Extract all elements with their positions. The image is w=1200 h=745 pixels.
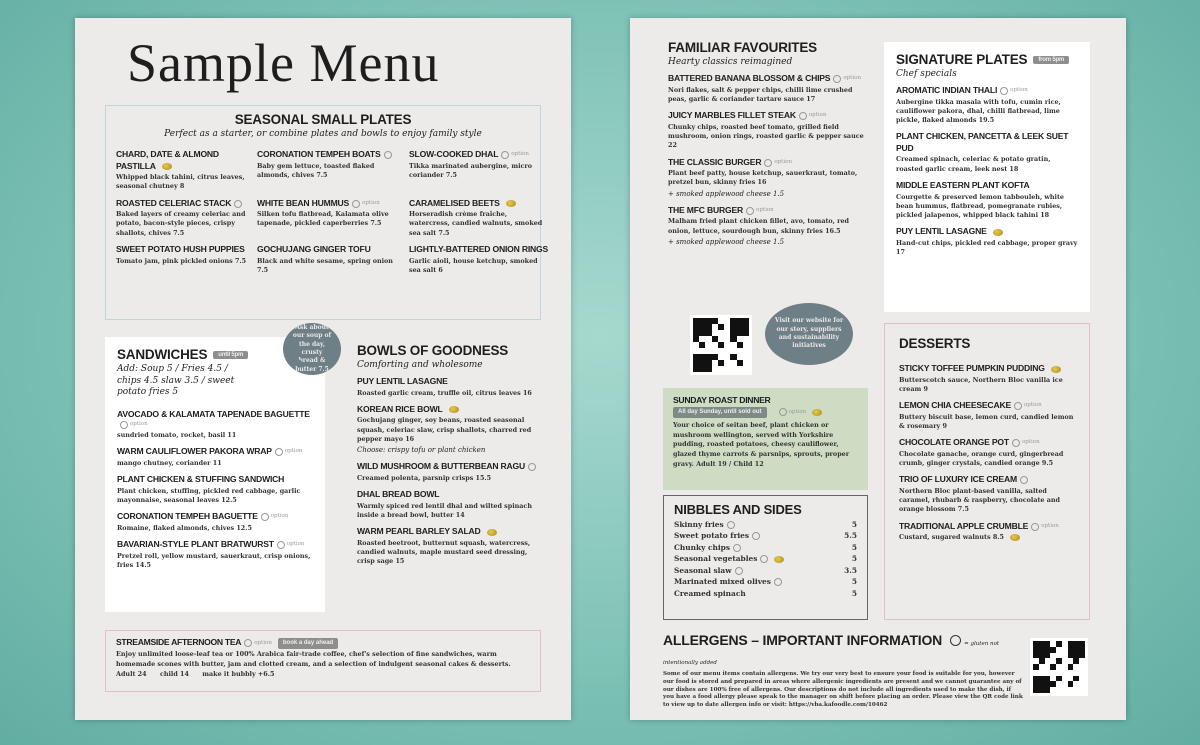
gluten-free-icon	[501, 151, 509, 159]
side-name-wrap	[674, 565, 844, 576]
item-header	[257, 198, 405, 210]
dessert-items	[899, 363, 1075, 543]
gf-option-label: option	[284, 448, 303, 455]
gluten-free-icon	[779, 408, 787, 416]
item-header	[409, 149, 549, 161]
item-header	[668, 73, 873, 85]
menu-item	[896, 85, 1078, 125]
gluten-free-icon	[950, 635, 961, 646]
item-header	[357, 376, 547, 388]
side-item	[674, 588, 857, 599]
section-subtitle: Hearty classics reimagined	[668, 57, 793, 67]
item-name: PLANT CHICKEN, PANCETTA & LEEK SUET PUD	[896, 131, 1069, 153]
item-header	[257, 244, 405, 256]
soup-speech-bubble: Ask about our soup of the day, crusty bread & butter 7.5	[283, 323, 341, 375]
gluten-free-icon	[120, 421, 128, 429]
gluten-free-icon	[1020, 476, 1028, 484]
sunday-roast-section	[663, 388, 868, 490]
item-name: CHOCOLATE ORANGE POT	[899, 437, 1009, 448]
menu-item	[116, 244, 253, 275]
gluten-free-icon	[727, 521, 735, 529]
section-subtitle: Comforting and wholesome	[357, 360, 483, 370]
gf-option-label: option	[511, 151, 529, 158]
menu-item	[409, 149, 549, 192]
menu-item	[357, 526, 547, 566]
section-title: FAMILIAR FAVOURITES	[668, 40, 817, 55]
item-description: Romaine, flaked almonds, chives 12.5	[117, 523, 252, 532]
side-price: 5	[851, 554, 857, 564]
allergens-section	[663, 630, 1023, 710]
item-description: Creamed spinach, celeriac & potato gratin, roasted garlic cream, leek nest 18	[896, 155, 1051, 173]
page-title: Sample Menu	[127, 33, 440, 93]
item-name: THE CLASSIC BURGER	[668, 156, 762, 167]
gf-legend: = gluten not intentionally added	[663, 641, 1000, 666]
side-price: 3.5	[844, 565, 857, 575]
menu-item	[117, 539, 313, 570]
side-name: Sweet potato fries	[674, 531, 750, 541]
side-name-wrap	[674, 553, 852, 564]
item-header	[899, 437, 1075, 449]
item-description: Tomato jam, pink pickled onions 7.5	[116, 256, 247, 265]
menu-item	[899, 400, 1075, 431]
favourite-icon	[774, 556, 784, 563]
menu-item	[896, 131, 1078, 174]
item-description: Baby gem lettuce, toasted flaked almonds, chives 7.5	[257, 161, 375, 179]
gluten-free-icon	[1031, 523, 1039, 531]
tea-title: STREAMSIDE AFTERNOON TEA	[116, 637, 242, 647]
side-name-wrap	[674, 576, 852, 587]
item-header	[357, 461, 547, 473]
gf-option-label: option	[843, 75, 861, 82]
item-header	[668, 157, 873, 169]
section-title: DESSERTS	[899, 336, 971, 351]
menu-item	[409, 244, 549, 275]
item-header	[668, 205, 873, 217]
item-header	[896, 85, 1078, 97]
item-description: Warmly spiced red lentil dhal and wilted spinach inside a bread bowl, butter 14	[357, 501, 532, 520]
item-name: BAVARIAN-STYLE PLANT BRATWURST	[117, 539, 274, 550]
item-header	[896, 180, 1078, 192]
item-header	[899, 521, 1075, 533]
item-description: Hand-cut chips, pickled red cabbage, proper gravy 17	[896, 238, 1078, 257]
favourite-icon	[487, 529, 497, 536]
seasonal-small-plates-section	[105, 105, 549, 320]
item-description: Black and white sesame, spring onion 7.5	[257, 256, 393, 274]
menu-item	[409, 198, 549, 238]
gf-option-label: option	[1021, 439, 1040, 446]
seasonal-items	[116, 149, 549, 281]
menu-item	[899, 474, 1075, 514]
item-header	[117, 409, 313, 430]
section-title-text: SANDWICHES	[117, 347, 208, 362]
allergens-title: ALLERGENS – IMPORTANT INFORMATION	[663, 632, 943, 648]
website-speech-bubble: Visit our website for our story, suppliers and sustainability initiatives	[765, 303, 853, 365]
gluten-free-icon	[275, 448, 283, 456]
menu-item	[899, 363, 1075, 394]
tea-description: Enjoy unlimited loose-leaf tea or 100% Arabica fair-trade coffee, chef's selection of fine sandwiches, warm homemade scones with butter, jam and clotted cream, and a selection of indulgent seasonal cakes & desserts.	[116, 649, 511, 668]
gluten-free-icon	[799, 112, 807, 120]
item-description: Buttery biscuit base, lemon curd, candied lemon & rosemary 9	[899, 412, 1074, 430]
gluten-free-icon	[234, 200, 242, 208]
item-description: Butterscotch sauce, Northern Bloc vanilla ice cream 9	[899, 375, 1063, 393]
item-name: PUY LENTIL LASAGNE	[357, 376, 448, 386]
menu-item	[899, 521, 1075, 543]
menu-item	[357, 461, 547, 483]
section-title: BOWLS OF GOODNESS	[357, 343, 509, 358]
allergen-qr-code[interactable]	[1030, 638, 1088, 696]
menu-item	[899, 437, 1075, 468]
side-name-wrap	[674, 519, 852, 530]
item-header	[117, 539, 313, 551]
item-description: Nori flakes, salt & pepper chips, chilli lime crushed peas, garlic & coriander tartare sauce 17	[668, 85, 853, 103]
gf-option-label: option	[286, 541, 305, 548]
side-item	[674, 553, 857, 564]
menu-item	[117, 409, 313, 440]
item-header	[116, 149, 253, 172]
menu-item	[117, 474, 313, 505]
item-extra: + smoked applewood cheese 1.5	[668, 189, 785, 198]
item-name: AROMATIC INDIAN THALI	[896, 85, 998, 95]
gluten-free-icon	[277, 541, 285, 549]
side-name: Chunky chips	[674, 542, 730, 552]
item-extra: Choose: crispy tofu or plant chicken	[357, 446, 486, 455]
gf-option-label: option	[362, 199, 380, 206]
item-description: Aubergine tikka masala with tofu, cumin rice, cauliflower pakora, dhal, chilli flatbread, lime pickle, flaked almonds 19.5	[896, 97, 1061, 125]
gf-option-label: option	[774, 158, 792, 165]
gluten-free-icon	[746, 207, 754, 215]
gf-option-label: option	[1041, 522, 1059, 529]
side-name-wrap	[674, 542, 852, 553]
menu-item	[896, 180, 1078, 220]
menu-page-right	[630, 18, 1126, 720]
item-description: Baked layers of creamy celeriac and potato, bacon-style pieces, crispy shallots, chives 7.5	[116, 210, 246, 237]
item-header	[409, 244, 549, 256]
menu-item	[116, 198, 253, 238]
item-name: AVOCADO & KALAMATA TAPENADE BAGUETTE	[117, 409, 310, 420]
section-title: SEASONAL SMALL PLATES	[234, 112, 412, 127]
menu-page-left	[75, 18, 571, 720]
side-item	[674, 576, 857, 587]
gf-option-label: option	[788, 409, 807, 416]
section-title: NIBBLES AND SIDES	[674, 502, 802, 517]
menu-item	[257, 244, 405, 275]
item-description: Creamed polenta, parsnip crisps 15.5	[357, 473, 492, 482]
side-price: 5.5	[844, 531, 857, 541]
gluten-free-icon	[528, 463, 536, 471]
gf-option-label: option	[270, 513, 289, 520]
item-name: GOCHUJANG GINGER TOFU	[257, 244, 371, 255]
side-price: 5	[851, 577, 857, 587]
side-price: 5	[851, 588, 857, 598]
gluten-free-icon	[833, 75, 841, 83]
section-subtitle: Chef specials	[896, 69, 957, 79]
gluten-free-icon	[352, 200, 360, 208]
item-name: CHARD, DATE & ALMOND PASTILLA	[116, 149, 219, 171]
item-name: DHAL BREAD BOWL	[357, 489, 440, 500]
item-name: STICKY TOFFEE PUMPKIN PUDDING	[899, 363, 1045, 373]
item-description: Chocolate ganache, orange curd, gingerbread crumb, ginger crystals, candied orange 9.5	[899, 449, 1064, 468]
item-name: MIDDLE EASTERN PLANT KOFTA	[896, 180, 1030, 191]
item-description: Whipped black tahini, citrus leaves, seasonal chutney 8	[116, 173, 245, 191]
favourite-icon	[1010, 534, 1020, 541]
signature-items	[896, 85, 1078, 258]
gf-option-label: option	[130, 420, 148, 427]
item-name: WARM CAULIFLOWER PAKORA WRAP	[117, 446, 272, 457]
gluten-free-icon	[384, 151, 392, 159]
side-price: 5	[851, 520, 857, 529]
item-name: LEMON CHIA CHEESECAKE	[899, 400, 1011, 411]
side-price: 5	[851, 542, 857, 552]
nibbles-list	[674, 519, 857, 599]
item-description: Gochujang ginger, soy beans, roasted seasonal squash, celeriac slaw, crisp shallots, charred red pepper mayo 16	[357, 416, 532, 443]
item-header	[668, 110, 873, 122]
gf-option-label: option	[254, 639, 272, 646]
familiar-favourites-section	[668, 40, 873, 253]
time-badge: from 5pm	[1033, 56, 1069, 64]
side-name: Marinated mixed olives	[674, 577, 771, 587]
gluten-free-icon	[760, 555, 768, 563]
add-ons-line: Add: Soup 5 / Fries 4.5 / chips 4.5 slaw 3.5 / sweet potato fries 5	[117, 364, 235, 398]
tea-prices	[116, 670, 530, 680]
item-description: Plant beef patty, house ketchup, sauerkraut, tomato, pretzel bun, skinny fries 16	[668, 169, 858, 187]
item-extra: + smoked applewood cheese 1.5	[668, 237, 785, 246]
side-name: Seasonal vegetables	[674, 554, 758, 564]
item-description: Northern Bloc plant-based vanilla, salted caramel, rhubarb & raspberry, chocolate and orange blossom 7.5	[899, 486, 1060, 514]
item-description: Roasted beetroot, butternut squash, watercress, candied walnuts, maple mustard seed dressing, crisp sage 15	[357, 538, 531, 566]
menu-item	[257, 198, 405, 238]
item-header	[357, 489, 547, 501]
menu-item	[668, 110, 873, 150]
roast-badge: All day Sunday, until sold out	[673, 407, 767, 418]
gluten-free-icon	[1014, 402, 1022, 410]
gluten-free-icon	[752, 532, 760, 540]
item-name: PUY LENTIL LASAGNE	[896, 226, 987, 237]
price-adult: Adult 24	[116, 670, 147, 679]
item-name: SWEET POTATO HUSH PUPPIES	[116, 244, 245, 255]
website-qr-code[interactable]	[690, 315, 752, 375]
item-header	[117, 474, 313, 486]
item-name: LIGHTLY-BATTERED ONION RINGS	[409, 244, 549, 255]
gluten-free-icon	[261, 513, 269, 521]
side-name-wrap	[674, 588, 852, 599]
gluten-free-icon	[764, 159, 772, 167]
item-header	[896, 226, 1078, 238]
gluten-free-icon	[1000, 87, 1008, 95]
side-name: Creamed spinach	[674, 588, 746, 598]
gluten-free-icon	[733, 544, 741, 552]
sandwich-items	[117, 409, 313, 570]
nibbles-sides-section	[663, 495, 868, 620]
side-name-wrap	[674, 530, 844, 541]
booking-badge: book a day ahead	[278, 638, 338, 649]
menu-item	[357, 376, 547, 398]
item-description: Garlic aioli, house ketchup, smoked sea salt 6	[409, 256, 538, 274]
gluten-free-icon	[1012, 439, 1020, 447]
time-badge: until 5pm	[213, 351, 248, 359]
gluten-free-icon	[735, 567, 743, 575]
favourite-icon	[1051, 366, 1061, 373]
side-item	[674, 530, 857, 541]
gluten-free-icon	[244, 639, 252, 647]
item-header	[117, 446, 313, 458]
item-description: Courgette & preserved lemon tabbouleh, white bean hummus, flatbread, pomegranate rubies, pickled jalapenos, whipped black tahini 18	[896, 192, 1065, 220]
side-item	[674, 542, 857, 553]
section-subtitle: Perfect as a starter, or combine plates and bowls to enjoy family style	[164, 129, 482, 139]
item-description: sundried tomato, rocket, basil 11	[117, 431, 237, 440]
sandwiches-section	[105, 337, 325, 612]
menu-item	[357, 489, 547, 520]
gf-option-label: option	[1023, 402, 1042, 409]
roast-description: Your choice of seitan beef, plant chicken or mushroom wellington, served with Yorkshire pudding, roasted potatoes, cheesy cauliflower, glazed thyme carrots & parsnips, sprouts, proper gravy. Adult 19 / Child 12	[673, 421, 850, 468]
afternoon-tea-section	[105, 630, 541, 692]
gf-option-label: option	[756, 206, 774, 213]
item-name: SLOW-COOKED DHAL	[409, 149, 499, 159]
menu-item	[257, 149, 405, 192]
item-header	[257, 149, 405, 161]
item-header	[899, 474, 1075, 486]
favourite-items	[668, 73, 873, 247]
item-name: BATTERED BANANA BLOSSOM & CHIPS	[668, 73, 831, 83]
menu-item	[357, 404, 547, 456]
item-header	[357, 526, 547, 538]
menu-item	[116, 149, 253, 192]
allergens-body: Some of our menu items contain allergens. We try our very best to ensure your food is suitable for you, however our food is stored and prepared in areas where allergenic ingredients are present and we cannot guarantee any of our dishes are 100% free of allergens. Our descriptions do not include all ingredients used to make the dish, if you have a food allergy please speak to the manager on shift before placing an order. Please view the QR code link to view up to date allergen info or visit: https://vba.kafoodle.com/10462	[663, 671, 1023, 709]
bowl-items	[357, 376, 547, 567]
item-description: Chunky chips, roasted beef tomato, grilled field mushroom, onion rings, roasted garlic & pepper sauce 22	[668, 122, 864, 150]
roast-title: SUNDAY ROAST DINNER	[673, 395, 771, 405]
signature-plates-section	[884, 42, 1090, 312]
item-name: WHITE BEAN HUMMUS	[257, 197, 350, 208]
item-header	[409, 198, 549, 210]
menu-item	[117, 446, 313, 468]
item-name: WARM PEARL BARLEY SALAD	[357, 526, 481, 537]
item-description: Malham fried plant chicken fillet, avo, tomato, red onion, lettuce, sourdough bun, skinny fries 16.5	[668, 217, 850, 235]
item-header	[117, 511, 313, 523]
item-name: CARAMELISED BEETS	[409, 197, 500, 208]
favourite-icon	[162, 163, 172, 170]
side-item	[674, 565, 857, 576]
item-name: THE MFC BURGER	[668, 204, 744, 215]
item-header	[357, 404, 547, 416]
item-description: mango chutney, coriander 11	[117, 458, 222, 467]
item-name: KOREAN RICE BOWL	[357, 403, 443, 414]
bowls-section	[357, 343, 547, 573]
item-description: Pretzel roll, yellow mustard, sauerkraut, crisp onions, fries 14.5	[117, 551, 311, 570]
item-name: PLANT CHICKEN & STUFFING SANDWICH	[117, 474, 285, 485]
item-description: Custard, sugared walnuts 8.5	[899, 533, 1075, 542]
gf-option-label: option	[808, 112, 827, 119]
item-name: WILD MUSHROOM & BUTTERBEAN RAGU	[357, 461, 526, 472]
menu-item	[668, 205, 873, 247]
item-name: TRADITIONAL APPLE CRUMBLE	[899, 520, 1029, 531]
item-header	[116, 198, 253, 210]
favourite-icon	[993, 229, 1003, 236]
side-name: Seasonal slaw	[674, 565, 732, 575]
menu-item	[668, 157, 873, 199]
item-description: Plant chicken, stuffing, pickled red cabbage, garlic mayonnaise, seasonal leaves 12.5	[117, 486, 301, 505]
item-name: CORONATION TEMPEH BOATS	[257, 149, 381, 159]
side-name: Skinny fries	[674, 520, 724, 529]
item-header	[899, 363, 1075, 375]
item-name: CORONATION TEMPEH BAGUETTE	[117, 511, 258, 522]
price-child: child 14	[159, 670, 189, 679]
item-name: ROASTED CELERIAC STACK	[116, 197, 232, 208]
item-name: TRIO OF LUXURY ICE CREAM	[899, 474, 1017, 485]
gf-option-label: option	[1010, 87, 1028, 94]
menu-item	[668, 73, 873, 104]
section-title-text: SIGNATURE PLATES	[896, 52, 1028, 67]
menu-item	[117, 511, 313, 533]
item-header	[896, 131, 1078, 154]
item-header	[116, 244, 253, 256]
favourite-icon	[812, 409, 822, 416]
item-description: Roasted garlic cream, truffle oil, citrus leaves 16	[357, 388, 532, 397]
menu-item	[896, 226, 1078, 257]
item-description: Silken tofu flatbread, Kalamata olive tapenade, pickled caperberries 7.5	[257, 210, 389, 228]
section-title	[896, 52, 1078, 67]
item-header	[899, 400, 1075, 412]
side-item	[674, 519, 857, 530]
favourite-icon	[506, 200, 516, 207]
gluten-free-icon	[774, 578, 782, 586]
item-description: Tikka marinated aubergine, micro coriander 7.5	[409, 161, 533, 179]
desserts-section	[884, 323, 1090, 620]
price-bubbly: make it bubbly +6.5	[202, 670, 275, 679]
item-name: JUICY MARBLES FILLET STEAK	[668, 110, 796, 121]
favourite-icon	[449, 406, 459, 413]
item-description: Horseradish crème fraîche, watercress, candied walnuts, smoked sea salt 7.5	[409, 210, 543, 237]
